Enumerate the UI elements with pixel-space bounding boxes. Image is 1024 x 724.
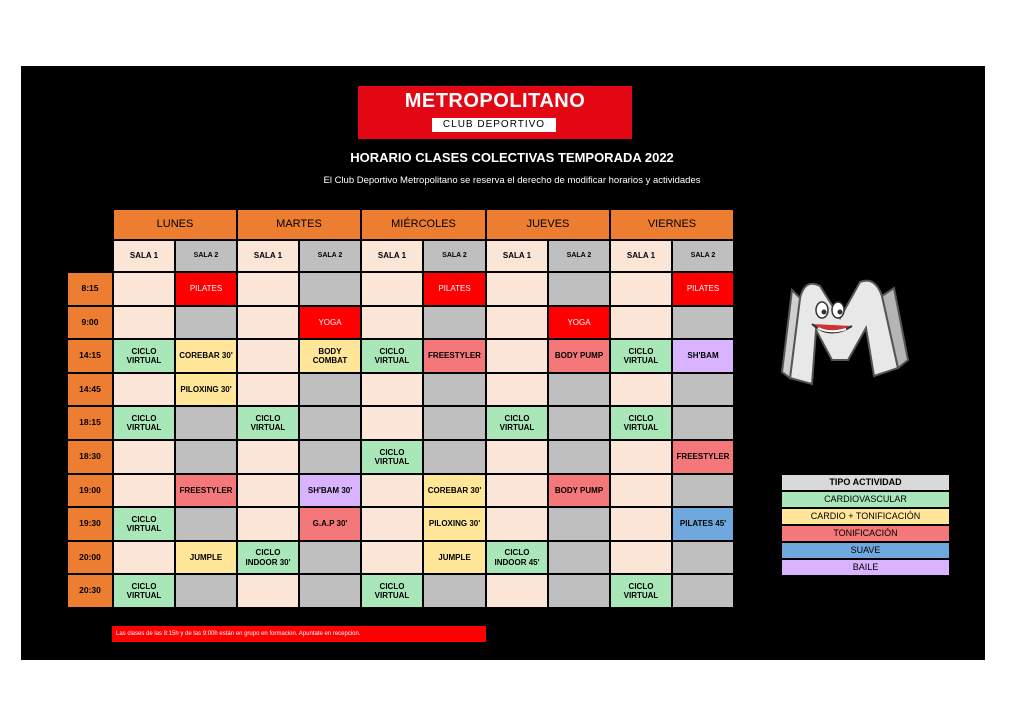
empty-slot [175, 406, 237, 440]
class-slot: BODY PUMP [548, 339, 610, 373]
empty-slot [610, 272, 672, 306]
empty-slot [237, 574, 299, 608]
empty-slot [299, 373, 361, 407]
class-slot: BODY COMBAT [299, 339, 361, 373]
empty-slot [237, 272, 299, 306]
class-slot: SH'BAM 30' [299, 474, 361, 508]
legend-item: TONIFICACIÓN [781, 525, 950, 542]
class-slot: CICLO INDOOR 30' [237, 541, 299, 575]
class-slot: PILATES [175, 272, 237, 306]
empty-slot [610, 474, 672, 508]
empty-slot [299, 272, 361, 306]
class-slot: G.A.P 30' [299, 507, 361, 541]
time-slot: 18:30 [67, 440, 113, 474]
empty-slot [361, 306, 423, 340]
logo-subtitle: CLUB DEPORTIVO [432, 118, 556, 132]
class-slot: FREESTYLER [423, 339, 486, 373]
empty-slot [548, 406, 610, 440]
empty-slot [486, 306, 548, 340]
time-slot: 20:00 [67, 541, 113, 575]
legend-item: CARDIOVASCULAR [781, 491, 950, 508]
empty-slot [113, 440, 175, 474]
class-slot: CICLO VIRTUAL [113, 574, 175, 608]
empty-slot [237, 440, 299, 474]
time-slot: 14:15 [67, 339, 113, 373]
class-slot: FREESTYLER [672, 440, 734, 474]
empty-slot [175, 507, 237, 541]
empty-slot [672, 406, 734, 440]
empty-slot [237, 507, 299, 541]
empty-slot [610, 306, 672, 340]
empty-slot [361, 474, 423, 508]
empty-slot [361, 507, 423, 541]
page-subtitle: El Club Deportivo Metropolitano se reserva el derecho de modificar horarios y actividades [323, 175, 701, 186]
sala-header: SALA 2 [299, 240, 361, 272]
time-slot: 18:15 [67, 406, 113, 440]
empty-slot [486, 440, 548, 474]
time-slot: 14:45 [67, 373, 113, 407]
empty-slot [486, 339, 548, 373]
empty-slot [113, 272, 175, 306]
empty-slot [299, 574, 361, 608]
legend-item: BAILE [781, 559, 950, 576]
empty-slot [361, 541, 423, 575]
sala-header: SALA 1 [361, 240, 423, 272]
class-slot: CICLO VIRTUAL [361, 339, 423, 373]
day-header: MIÉRCOLES [361, 209, 486, 240]
day-header: VIERNES [610, 209, 734, 240]
empty-slot [548, 541, 610, 575]
day-header: LUNES [113, 209, 237, 240]
empty-slot [548, 272, 610, 306]
legend-item: CARDIO + TONIFICACIÓN [781, 508, 950, 525]
empty-slot [113, 541, 175, 575]
class-slot: CICLO VIRTUAL [361, 574, 423, 608]
empty-slot [610, 541, 672, 575]
empty-slot [299, 541, 361, 575]
class-slot: CICLO VIRTUAL [486, 406, 548, 440]
time-slot: 8:15 [67, 272, 113, 306]
class-slot: COREBAR 30' [175, 339, 237, 373]
empty-slot [672, 574, 734, 608]
empty-slot [423, 406, 486, 440]
empty-slot [299, 440, 361, 474]
class-slot: CICLO VIRTUAL [113, 507, 175, 541]
sala-header: SALA 1 [610, 240, 672, 272]
empty-slot [237, 306, 299, 340]
club-logo [358, 86, 632, 139]
legend-item: SUAVE [781, 542, 950, 559]
empty-slot [486, 574, 548, 608]
legend-title: TIPO ACTIVIDAD [781, 474, 950, 491]
empty-slot [361, 373, 423, 407]
class-slot: PILOXING 30' [423, 507, 486, 541]
class-slot: CICLO VIRTUAL [237, 406, 299, 440]
empty-slot [175, 306, 237, 340]
empty-slot [113, 474, 175, 508]
sala-header: SALA 2 [175, 240, 237, 272]
class-slot: PILATES 45' [672, 507, 734, 541]
class-slot: YOGA [299, 306, 361, 340]
class-slot: FREESTYLER [175, 474, 237, 508]
empty-slot [548, 507, 610, 541]
class-slot: PILATES [672, 272, 734, 306]
sala-header: SALA 2 [672, 240, 734, 272]
empty-slot [423, 440, 486, 474]
class-slot: JUMPLE [175, 541, 237, 575]
time-slot: 19:00 [67, 474, 113, 508]
page-title: HORARIO CLASES COLECTIVAS TEMPORADA 2022 [350, 150, 674, 165]
logo-brand: METROPOLITANO [404, 90, 586, 112]
empty-slot [361, 406, 423, 440]
empty-slot [361, 272, 423, 306]
empty-slot [548, 574, 610, 608]
empty-slot [672, 474, 734, 508]
class-slot: PILOXING 30' [175, 373, 237, 407]
empty-slot [423, 306, 486, 340]
empty-slot [113, 306, 175, 340]
empty-slot [486, 272, 548, 306]
sala-header: SALA 2 [548, 240, 610, 272]
day-header: JUEVES [486, 209, 610, 240]
time-slot: 9:00 [67, 306, 113, 340]
class-slot: CICLO VIRTUAL [610, 339, 672, 373]
empty-slot [237, 339, 299, 373]
class-slot: CICLO VIRTUAL [361, 440, 423, 474]
empty-slot [610, 373, 672, 407]
empty-slot [113, 373, 175, 407]
empty-slot [237, 474, 299, 508]
empty-slot [175, 440, 237, 474]
class-slot: PILATES [423, 272, 486, 306]
time-slot: 19:30 [67, 507, 113, 541]
class-slot: YOGA [548, 306, 610, 340]
class-slot: CICLO VIRTUAL [113, 339, 175, 373]
empty-slot [486, 507, 548, 541]
class-slot: COREBAR 30' [423, 474, 486, 508]
empty-slot [548, 373, 610, 407]
class-slot: BODY PUMP [548, 474, 610, 508]
empty-slot [610, 507, 672, 541]
empty-slot [548, 440, 610, 474]
mascot-m-character-icon [770, 268, 910, 390]
empty-slot [237, 373, 299, 407]
empty-slot [175, 574, 237, 608]
empty-slot [672, 541, 734, 575]
class-slot: CICLO INDOOR 45' [486, 541, 548, 575]
time-slot: 20:30 [67, 574, 113, 608]
empty-slot [299, 406, 361, 440]
empty-slot [486, 373, 548, 407]
empty-slot [486, 474, 548, 508]
sala-header: SALA 1 [237, 240, 299, 272]
class-slot: JUMPLE [423, 541, 486, 575]
empty-slot [610, 440, 672, 474]
sala-header: SALA 1 [486, 240, 548, 272]
class-slot: SH'BAM [672, 339, 734, 373]
schedule-note: Las clases de las 8:15h y de las 9:00h están en grupo en formacion. Apuntate en recepcion. [112, 626, 486, 642]
class-slot: CICLO VIRTUAL [113, 406, 175, 440]
empty-slot [423, 574, 486, 608]
class-slot: CICLO VIRTUAL [610, 406, 672, 440]
class-slot: CICLO VIRTUAL [610, 574, 672, 608]
day-header: MARTES [237, 209, 361, 240]
sala-header: SALA 2 [423, 240, 486, 272]
empty-slot [672, 306, 734, 340]
empty-slot [672, 373, 734, 407]
sala-header: SALA 1 [113, 240, 175, 272]
empty-slot [423, 373, 486, 407]
